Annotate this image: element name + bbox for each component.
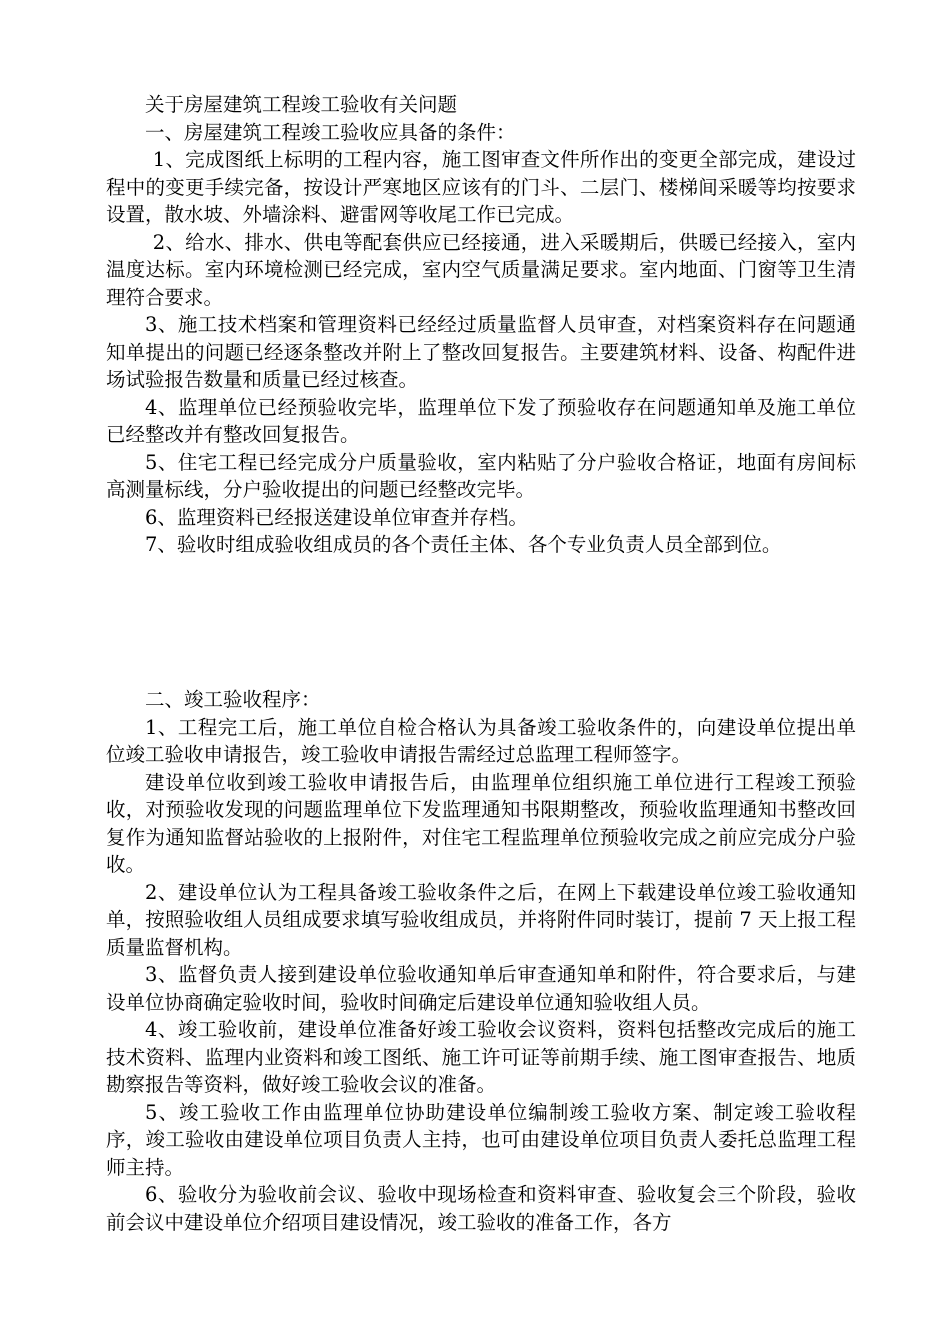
- section-heading-conditions: 一、房屋建筑工程竣工验收应具备的条件：: [145, 120, 516, 144]
- paragraph-condition-2: 2、给水、排水、供电等配套供应已经接通，进入采暖期后，供暖已经接入，室内温度达标。室内环境检测已经完成，室内空气质量满足要求。室内地面、门窗等卫生清理符合要求。: [106, 230, 856, 309]
- paragraph-procedure-5: 5、竣工验收工作由监理单位协助建设单位编制竣工验收方案、制定竣工验收程序，竣工验收由建设单位项目负责人主持，也可由建设单位项目负责人委托总监理工程师主持。: [106, 1100, 856, 1179]
- section-heading-procedure: 二、竣工验收程序：: [145, 688, 321, 711]
- document-title: 关于房屋建筑工程竣工验收有关问题: [145, 93, 458, 116]
- paragraph-procedure-4: 4、竣工验收前，建设单位准备好竣工验收会议资料，资料包括整改完成后的施工技术资料、监理内业资料和竣工图纸、施工许可证等前期手续、施工图审查报告、地质勘察报告等资料，做好竣工验收会议的准备。: [106, 1018, 856, 1096]
- paragraph-procedure-1: 1、工程完工后，施工单位自检合格认为具备竣工验收条件的，向建设单位提出单位竣工验收申请报告，竣工验收申请报告需经过总监理工程师签字。: [106, 715, 856, 766]
- paragraph-condition-5: 5、住宅工程已经完成分户质量验收，室内粘贴了分户验收合格证，地面有房间标高测量标线，分户验收提出的问题已经整改完毕。: [106, 450, 856, 501]
- paragraph-condition-4: 4、监理单位已经预验收完毕，监理单位下发了预验收存在问题通知单及施工单位已经整改并有整改回复报告。: [106, 395, 856, 446]
- paragraph-procedure-1b: 建设单位收到竣工验收申请报告后，由监理单位组织施工单位进行工程竣工预验收，对预验收发现的问题监理单位下发监理通知书限期整改，预验收监理通知书整改回复作为通知监督站验收的上报附件，对住宅工程监理单位预验收完成之前应完成分户验收。: [106, 770, 856, 876]
- paragraph-condition-3: 3、施工技术档案和管理资料已经经过质量监督人员审查，对档案资料存在问题通知单提出的问题已经逐条整改并附上了整改回复报告。主要建筑材料、设备、构配件进场试验报告数量和质量已经过核查。: [106, 313, 856, 391]
- section-acceptance-procedure: [106, 686, 856, 1236]
- paragraph-condition-1: 1、完成图纸上标明的工程内容，施工图审查文件所作出的变更全部完成，建设过程中的变更手续完备，按设计严寒地区应该有的门斗、二层门、楼梯间采暖等均按要求设置，散水坡、外墙涂料、避雷网等收尾工作已完成。: [106, 148, 856, 226]
- paragraph-procedure-2: 2、建设单位认为工程具备竣工验收条件之后，在网上下载建设单位竣工验收通知单，按照验收组人员组成要求填写验收组成员，并将附件同时装订，提前 7 天上报工程质量监督机构。: [106, 880, 856, 959]
- paragraph-procedure-6: 6、验收分为验收前会议、验收中现场检查和资料审查、验收复会三个阶段，验收前会议中建设单位介绍项目建设情况，竣工验收的准备工作，各方: [106, 1183, 856, 1234]
- paragraph-condition-7: 7、验收时组成验收组成员的各个责任主体、各个专业负责人员全部到位。: [145, 533, 782, 556]
- section-acceptance-conditions: [106, 91, 856, 559]
- paragraph-condition-6: 6、监理资料已经报送建设单位审查并存档。: [145, 505, 528, 529]
- paragraph-procedure-3: 3、监督负责人接到建设单位验收通知单后审查通知单和附件，符合要求后，与建设单位协商确定验收时间，验收时间确定后建设单位通知验收组人员。: [106, 963, 856, 1014]
